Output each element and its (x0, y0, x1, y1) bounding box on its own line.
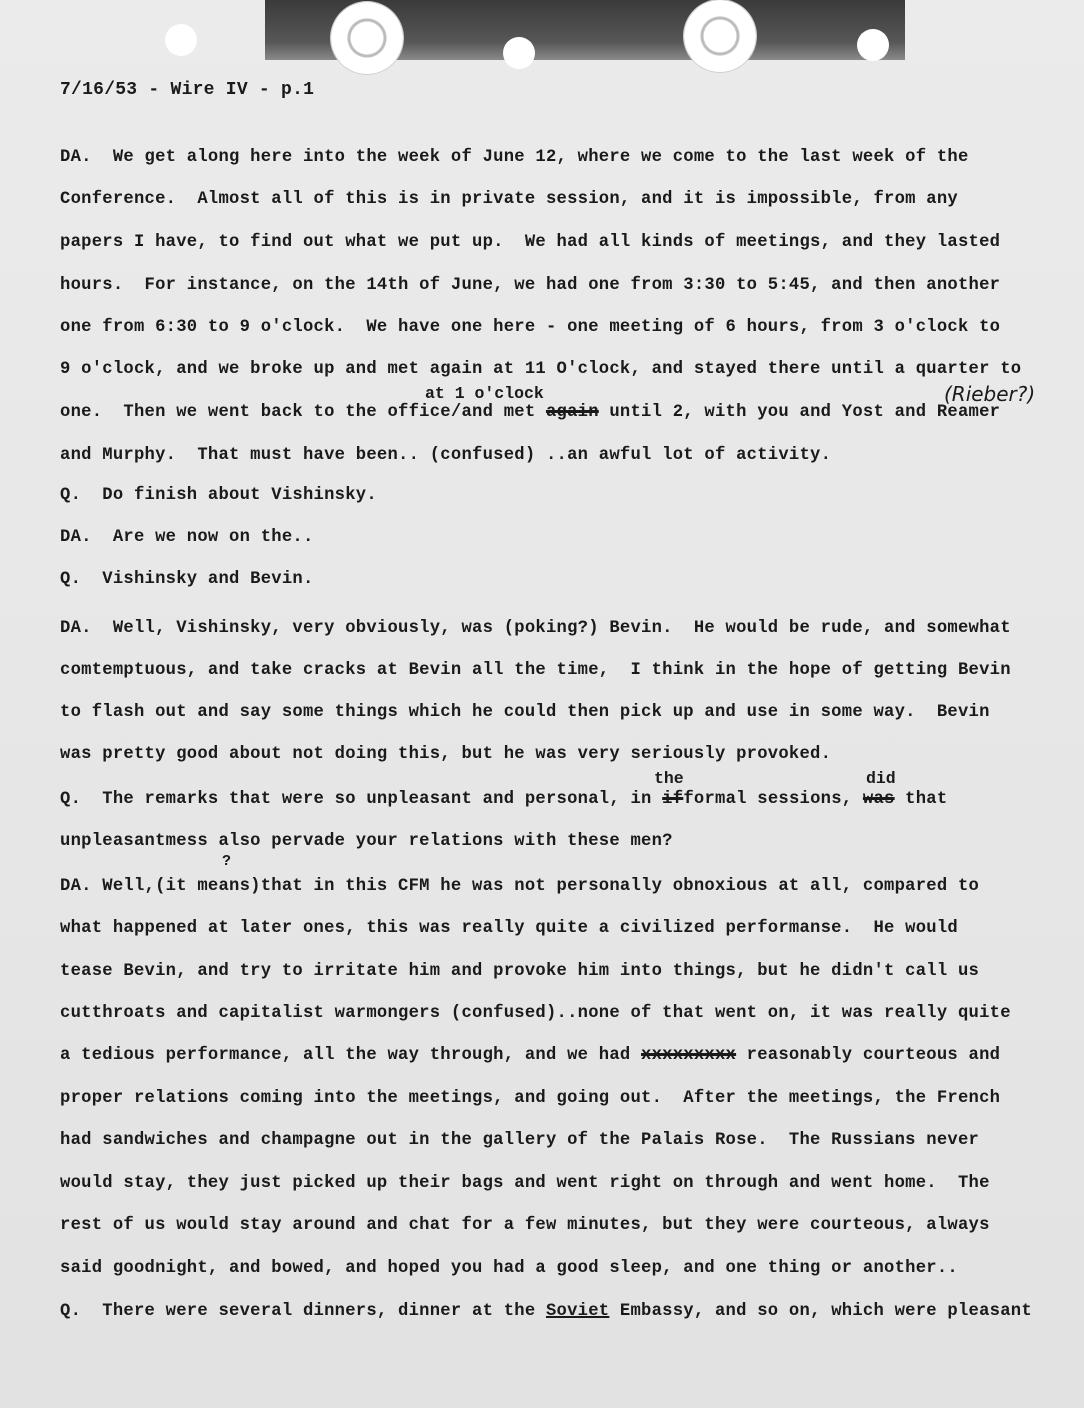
struck-text: again (545, 403, 599, 422)
transcript-line: tease Bevin, and try to irritate him and provoke him into things, but he didn't call us (60, 962, 980, 981)
transcript-line: Q. Vishinsky and Bevin. (60, 570, 314, 589)
underlined-text: Soviet (545, 1302, 610, 1321)
transcript-line: DA. Are we now on the.. (60, 528, 314, 547)
transcript-line: and Murphy. That must have been.. (confused) ..an awful lot of activity. (60, 446, 832, 465)
transcript-line: one. Then we went back to the office/and met again until 2, with you and Yost and Reamer (60, 403, 1001, 422)
handwritten-note: (Rieber?) (944, 382, 1036, 406)
struck-text: was (862, 790, 895, 809)
typed-insertion: did (866, 769, 896, 788)
transcript-line: Q. The remarks that were so unpleasant and personal, in ifformal sessions, was that (60, 790, 948, 809)
binder-ring-right (684, 0, 756, 72)
page-header: 7/16/53 - Wire IV - p.1 (60, 80, 315, 100)
transcript-line: Q. There were several dinners, dinner at the Soviet Embassy, and so on, which were pleasant (60, 1302, 1032, 1321)
struck-text: if (662, 790, 684, 809)
transcript-line: said goodnight, and bowed, and hoped you had a good sleep, and one thing or another.. (60, 1259, 958, 1278)
struck-text: xxxxxxxxx (641, 1046, 737, 1065)
transcript-line: comtemptuous, and take cracks at Bevin all the time, I think in the hope of getting Bevin (60, 661, 1011, 680)
binder-ring-left (331, 2, 403, 74)
transcript-line: Q. Do finish about Vishinsky. (60, 486, 377, 505)
transcript-line: cutthroats and capitalist warmongers (confused)..none of that went on, it was really quite (60, 1004, 1011, 1023)
transcript-line: had sandwiches and champagne out in the gallery of the Palais Rose. The Russians never (60, 1131, 980, 1150)
transcript-line: rest of us would stay around and chat for a few minutes, but they were courteous, always (60, 1216, 990, 1235)
transcript-line: to flash out and say some things which he could then pick up and use in some way. Bevin (60, 703, 990, 722)
transcript-line: proper relations coming into the meetings, and going out. After the meetings, the French (60, 1089, 1001, 1108)
transcript-line: DA. We get along here into the week of June 12, where we come to the last week of the (60, 148, 969, 167)
transcript-line: unpleasantmess also pervade your relations with these men? (60, 832, 673, 851)
transcript-line: papers I have, to find out what we put up. We had all kinds of meetings, and they lasted (60, 233, 1001, 252)
punch-hole-left (165, 24, 197, 56)
typed-insertion: the (654, 769, 684, 788)
transcript-line: hours. For instance, on the 14th of June, we had one from 3:30 to 5:45, and then another (60, 276, 1001, 295)
punch-hole-center (503, 37, 535, 69)
typed-insertion: at 1 o'clock (425, 384, 544, 403)
typed-insertion: ? (222, 853, 232, 870)
transcript-line: would stay, they just picked up their bags and went right on through and went home. The (60, 1174, 990, 1193)
transcript-line: DA. Well,(it means)that in this CFM he was not personally obnoxious at all, compared to (60, 877, 980, 896)
transcript-line: a tedious performance, all the way through, and we had xxxxxxxxx reasonably courteous and (60, 1046, 1001, 1065)
transcript-line: was pretty good about not doing this, but he was very seriously provoked. (60, 745, 832, 764)
transcript-line: what happened at later ones, this was really quite a civilized performanse. He would (60, 919, 958, 938)
punch-hole-right (857, 29, 889, 61)
transcript-line: 9 o'clock, and we broke up and met again at 11 O'clock, and stayed there until a quarter to (60, 360, 1022, 379)
transcript-line: one from 6:30 to 9 o'clock. We have one here - one meeting of 6 hours, from 3 o'clock to (60, 318, 1001, 337)
transcript-line: Conference. Almost all of this is in private session, and it is impossible, from any (60, 190, 958, 209)
transcript-line: DA. Well, Vishinsky, very obviously, was (poking?) Bevin. He would be rude, and somewhat (60, 619, 1011, 638)
